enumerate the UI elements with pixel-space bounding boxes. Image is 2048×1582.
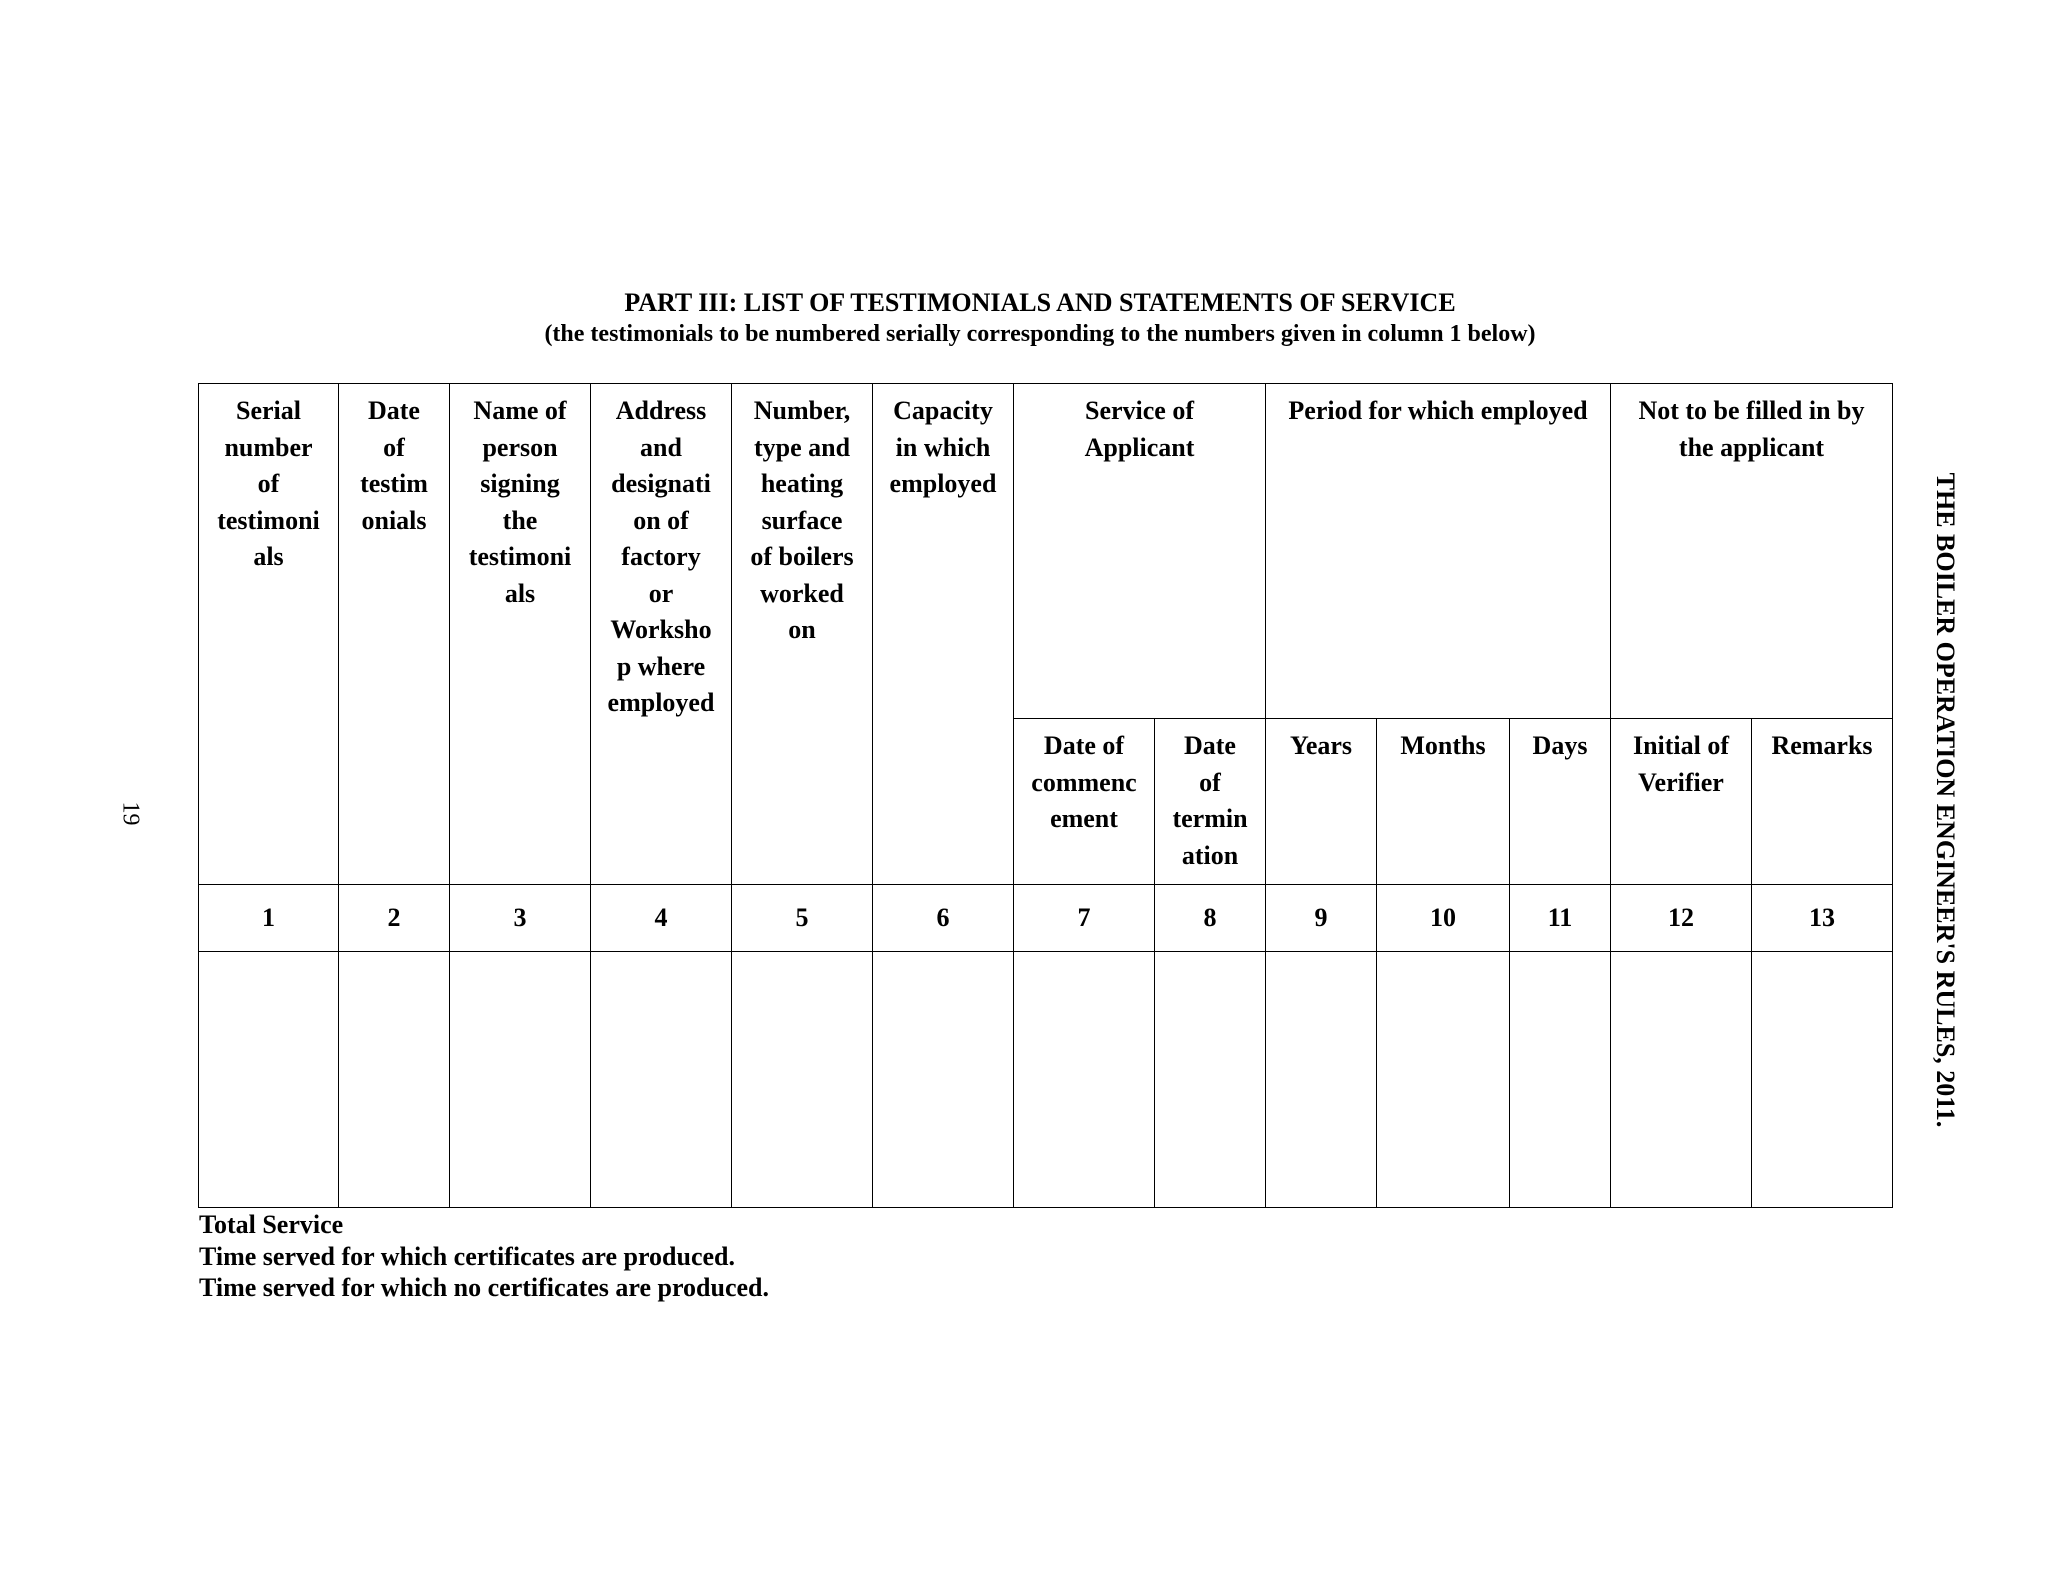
entry-row	[199, 952, 1893, 1208]
total-service-label: Total Service	[199, 1210, 344, 1239]
entry-cell[interactable]	[873, 952, 1014, 1208]
uncertified-service-label: Time served for which no certificates are produced.	[199, 1273, 769, 1302]
header-date-of-termination: Date of termin ation	[1155, 719, 1266, 885]
column-number: 12	[1611, 885, 1752, 952]
entry-cell[interactable]	[1266, 952, 1377, 1208]
column-number-row	[199, 885, 1893, 952]
column-number: 6	[873, 885, 1014, 952]
column-number: 11	[1510, 885, 1611, 952]
header-initial-of-verifier: Initial of Verifier	[1611, 719, 1752, 885]
column-number: 4	[591, 885, 732, 952]
header-serial-number: Serial number of testimoni als	[199, 384, 339, 885]
column-number: 5	[732, 885, 873, 952]
entry-cell[interactable]	[1752, 952, 1893, 1208]
column-number: 9	[1266, 885, 1377, 952]
header-service-of-applicant: Service of Applicant	[1014, 384, 1266, 719]
certified-service-label: Time served for which certificates are produced.	[199, 1241, 736, 1271]
column-number: 8	[1155, 885, 1266, 952]
page-title: PART III: LIST OF TESTIMONIALS AND STATEMENTS OF SERVICE	[624, 288, 1456, 317]
page-number: 19	[117, 801, 144, 826]
column-number: 10	[1377, 885, 1510, 952]
header-years: Years	[1266, 719, 1377, 885]
column-number: 7	[1014, 885, 1155, 952]
header-not-to-be-filled: Not to be filled in by the applicant	[1611, 384, 1893, 719]
entry-cell[interactable]	[1014, 952, 1155, 1208]
header-remarks: Remarks	[1752, 719, 1893, 885]
header-period-employed: Period for which employed	[1266, 384, 1611, 719]
entry-cell[interactable]	[591, 952, 732, 1208]
header-months: Months	[1377, 719, 1510, 885]
entry-cell[interactable]	[450, 952, 591, 1208]
entry-cell[interactable]	[1377, 952, 1510, 1208]
column-number: 13	[1752, 885, 1893, 952]
header-days: Days	[1510, 719, 1611, 885]
header-boilers-worked-on: Number, type and heating surface of boilers worked on	[732, 384, 873, 885]
entry-cell[interactable]	[732, 952, 873, 1208]
testimonials-table	[198, 383, 1893, 1208]
header-date-of-commencement: Date of commenc ement	[1014, 719, 1155, 885]
header-date-of-testimonials: Date of testim onials	[339, 384, 450, 885]
column-number: 1	[199, 885, 339, 952]
entry-cell[interactable]	[1510, 952, 1611, 1208]
running-head: THE BOILER OPERATION ENGINEER'S RULES, 2011.	[1931, 472, 1960, 1128]
column-number: 2	[339, 885, 450, 952]
header-name-of-person: Name of person signing the testimoni als	[450, 384, 591, 885]
entry-cell[interactable]	[339, 952, 450, 1208]
column-number: 3	[450, 885, 591, 952]
footer-notes	[199, 1209, 769, 1304]
entry-cell[interactable]	[1611, 952, 1752, 1208]
page-subtitle: (the testimonials to be numbered serially corresponding to the numbers given in column 1 below)	[544, 321, 1536, 347]
header-address: Address and designati on of factory or Worksho p where employed	[591, 384, 732, 885]
header-capacity: Capacity in which employed	[873, 384, 1014, 885]
entry-cell[interactable]	[1155, 952, 1266, 1208]
entry-cell[interactable]	[199, 952, 339, 1208]
